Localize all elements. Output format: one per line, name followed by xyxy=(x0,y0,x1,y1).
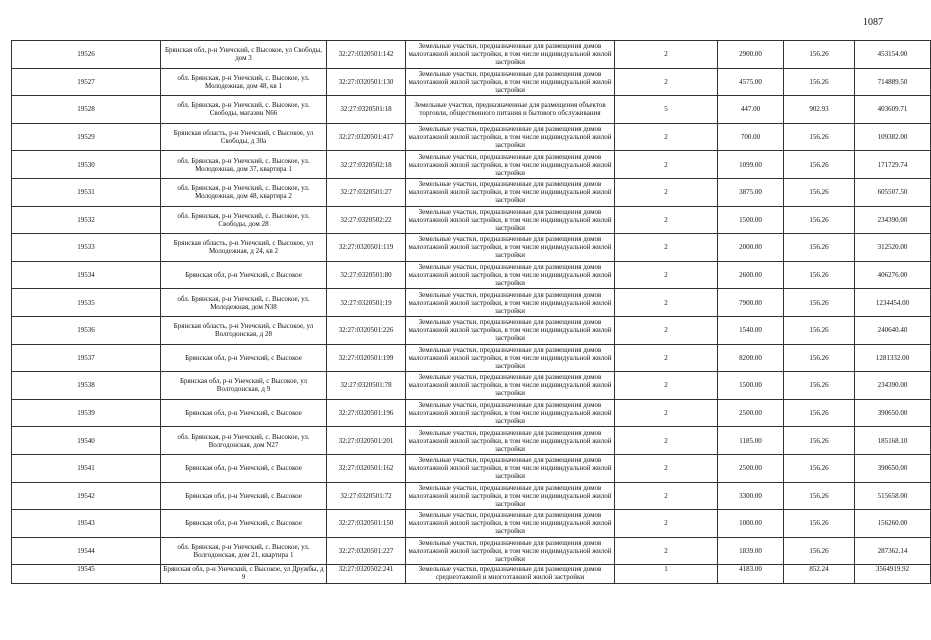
area-cell: 2500.00 xyxy=(718,399,784,427)
address-cell: обл. Брянская, р-н Унечский, с. Высокое, ул. Свободы, дом 28 xyxy=(161,206,327,234)
area-cell: 3875.00 xyxy=(718,178,784,206)
cadastral-number-cell: 32:27:0320501:119 xyxy=(327,234,406,262)
specific-value-cell: 156.26 xyxy=(784,289,855,317)
address-cell: обл. Брянская, р-н Унечский, с. Высокое, ул. Волгодонская, дом N27 xyxy=(161,427,327,455)
row-number-cell: 19540 xyxy=(12,427,161,455)
specific-value-cell: 156.26 xyxy=(784,537,855,565)
row-number-cell: 19527 xyxy=(12,68,161,96)
cadastral-value-cell: 390650.00 xyxy=(855,399,931,427)
specific-value-cell: 156.26 xyxy=(784,372,855,400)
specific-value-cell: 156.26 xyxy=(784,234,855,262)
address-cell: Брянская обл, р-н Унечский, с Высокое xyxy=(161,454,327,482)
cadastral-number-cell: 32:27:0320501:150 xyxy=(327,510,406,538)
area-cell: 447.00 xyxy=(718,96,784,124)
row-number-cell: 19526 xyxy=(12,41,161,69)
address-cell: Брянская обл, р-н Унечский, с Высокое xyxy=(161,399,327,427)
cadastral-number-cell: 32:27:0320501:417 xyxy=(327,123,406,151)
cadastral-value-cell: 406276.00 xyxy=(855,261,931,289)
land-use-cell: Земельные участки, предназначенные для размещения домов малоэтажной жилой застройки, в том числе индивидуальной жилой застройки xyxy=(406,206,615,234)
table-row xyxy=(12,344,931,372)
group-cell: 2 xyxy=(615,178,718,206)
row-number-cell: 19534 xyxy=(12,261,161,289)
specific-value-cell: 156.26 xyxy=(784,261,855,289)
table-row xyxy=(12,372,931,400)
table-row xyxy=(12,316,931,344)
area-cell: 1540.00 xyxy=(718,316,784,344)
group-cell: 2 xyxy=(615,289,718,317)
row-number-cell: 19529 xyxy=(12,123,161,151)
address-cell: обл. Брянская, р-н Унечский, с. Высокое, ул. Молодежная, дом N38 xyxy=(161,289,327,317)
address-cell: обл. Брянская, р-н Унечский, с. Высокое, ул. Волгодонская, дом 21, квартира 1 xyxy=(161,537,327,565)
cadastral-value-cell: 156260.00 xyxy=(855,510,931,538)
specific-value-cell: 156.26 xyxy=(784,454,855,482)
cadastral-number-cell: 32:27:0320501:227 xyxy=(327,537,406,565)
page-number: 1087 xyxy=(863,17,883,28)
cadastral-number-cell: 32:27:0320502:18 xyxy=(327,151,406,179)
cadastral-value-cell: 287362.14 xyxy=(855,537,931,565)
cadastral-number-cell: 32:27:0320502:241 xyxy=(327,565,406,584)
cadastral-number-cell: 32:27:0320501:80 xyxy=(327,261,406,289)
group-cell: 2 xyxy=(615,316,718,344)
row-number-cell: 19537 xyxy=(12,344,161,372)
cadastral-value-cell: 171729.74 xyxy=(855,151,931,179)
area-cell: 4575.00 xyxy=(718,68,784,96)
cadastral-value-cell: 390650.00 xyxy=(855,454,931,482)
land-use-cell: Земельные участки, предназначенные для размещения домов малоэтажной жилой застройки, в том числе индивидуальной жилой застройки xyxy=(406,234,615,262)
area-cell: 1500.00 xyxy=(718,372,784,400)
land-use-cell: Земельные участки, предназначенные для размещения домов малоэтажной жилой застройки, в том числе индивидуальной жилой застройки xyxy=(406,289,615,317)
row-number-cell: 19535 xyxy=(12,289,161,317)
area-cell: 1500.00 xyxy=(718,206,784,234)
address-cell: Брянская обл, р-н Унечский, с Высокое xyxy=(161,344,327,372)
row-number-cell: 19532 xyxy=(12,206,161,234)
specific-value-cell: 156.26 xyxy=(784,123,855,151)
cadastral-number-cell: 32:27:0320501:18 xyxy=(327,96,406,124)
group-cell: 2 xyxy=(615,344,718,372)
group-cell: 2 xyxy=(615,68,718,96)
area-cell: 7900.00 xyxy=(718,289,784,317)
row-number-cell: 19544 xyxy=(12,537,161,565)
land-use-cell: Земельные участки, предназначенные для размещения домов малоэтажной жилой застройки, в том числе индивидуальной жилой застройки xyxy=(406,261,615,289)
cadastral-value-cell: 605507.50 xyxy=(855,178,931,206)
group-cell: 2 xyxy=(615,123,718,151)
cadastral-number-cell: 32:27:0320501:130 xyxy=(327,68,406,96)
land-use-cell: Земельные участки, предназначенные для размещения домов малоэтажной жилой застройки, в том числе индивидуальной жилой застройки xyxy=(406,151,615,179)
address-cell: Брянская обл, р-н Унечский, с Высокое xyxy=(161,510,327,538)
cadastral-value-cell: 515658.00 xyxy=(855,482,931,510)
specific-value-cell: 156.26 xyxy=(784,316,855,344)
row-number-cell: 19542 xyxy=(12,482,161,510)
table-row xyxy=(12,96,931,124)
address-cell: Брянская обл, р-н Унечский, с Высокое xyxy=(161,261,327,289)
area-cell: 2900.00 xyxy=(718,41,784,69)
table-row xyxy=(12,151,931,179)
land-use-cell: Земельные участки, предназначенные для размещения объектов торговли, общественного питания и бытового обслуживания xyxy=(406,96,615,124)
cadastral-number-cell: 32:27:0320501:226 xyxy=(327,316,406,344)
table-row xyxy=(12,41,931,69)
land-use-cell: Земельные участки, предназначенные для размещения домов малоэтажной жилой застройки, в том числе индивидуальной жилой застройки xyxy=(406,482,615,510)
land-use-cell: Земельные участки, предназначенные для размещения домов малоэтажной жилой застройки, в том числе индивидуальной жилой застройки xyxy=(406,123,615,151)
area-cell: 8200.00 xyxy=(718,344,784,372)
group-cell: 2 xyxy=(615,372,718,400)
land-use-cell: Земельные участки, предназначенные для размещения домов малоэтажной жилой застройки, в том числе индивидуальной жилой застройки xyxy=(406,510,615,538)
group-cell: 2 xyxy=(615,399,718,427)
group-cell: 2 xyxy=(615,261,718,289)
cadastral-value-cell: 1281332.00 xyxy=(855,344,931,372)
table-row xyxy=(12,123,931,151)
group-cell: 5 xyxy=(615,96,718,124)
cadastral-value-cell: 109382.00 xyxy=(855,123,931,151)
land-use-cell: Земельные участки, предназначенные для размещения домов малоэтажной жилой застройки, в том числе индивидуальной жилой застройки xyxy=(406,316,615,344)
table-row xyxy=(12,68,931,96)
address-cell: обл. Брянская, р-н Унечский, с. Высокое, ул. Молодежная, дом 48, кв 1 xyxy=(161,68,327,96)
table-row xyxy=(12,178,931,206)
specific-value-cell: 156.26 xyxy=(784,178,855,206)
cadastral-value-cell: 3564919.92 xyxy=(855,565,931,584)
table-row xyxy=(12,261,931,289)
specific-value-cell: 852.24 xyxy=(784,565,855,584)
group-cell: 2 xyxy=(615,537,718,565)
area-cell: 1000.00 xyxy=(718,510,784,538)
group-cell: 2 xyxy=(615,510,718,538)
group-cell: 2 xyxy=(615,482,718,510)
row-number-cell: 19541 xyxy=(12,454,161,482)
group-cell: 1 xyxy=(615,565,718,584)
area-cell: 4183.00 xyxy=(718,565,784,584)
cadastral-value-cell: 403609.71 xyxy=(855,96,931,124)
specific-value-cell: 156.26 xyxy=(784,344,855,372)
row-number-cell: 19536 xyxy=(12,316,161,344)
specific-value-cell: 156.26 xyxy=(784,399,855,427)
group-cell: 2 xyxy=(615,454,718,482)
land-use-cell: Земельные участки, предназначенные для размещения домов малоэтажной жилой застройки, в том числе индивидуальной жилой застройки xyxy=(406,41,615,69)
cadastral-number-cell: 32:27:0320501:72 xyxy=(327,482,406,510)
table-row xyxy=(12,427,931,455)
address-cell: обл. Брянская, р-н Унечский, с. Высокое, ул. Свободы, магазин N66 xyxy=(161,96,327,124)
cadastral-value-cell: 312520.00 xyxy=(855,234,931,262)
specific-value-cell: 156.26 xyxy=(784,482,855,510)
specific-value-cell: 902.93 xyxy=(784,96,855,124)
address-cell: обл. Брянская, р-н Унечский, с. Высокое, ул. Молодежная, дом 37, квартира 1 xyxy=(161,151,327,179)
row-number-cell: 19543 xyxy=(12,510,161,538)
cadastral-number-cell: 32:27:0320501:27 xyxy=(327,178,406,206)
address-cell: Брянская область, р-н Унечский, с Высокое, ул Молодежная, д 24, кв 2 xyxy=(161,234,327,262)
cadastral-value-cell: 453154.00 xyxy=(855,41,931,69)
row-number-cell: 19531 xyxy=(12,178,161,206)
area-cell: 2500.00 xyxy=(718,454,784,482)
table-row xyxy=(12,399,931,427)
group-cell: 2 xyxy=(615,234,718,262)
group-cell: 2 xyxy=(615,427,718,455)
land-use-cell: Земельные участки, предназначенные для размещения домов малоэтажной жилой застройки, в том числе индивидуальной жилой застройки xyxy=(406,178,615,206)
row-number-cell: 19545 xyxy=(12,565,161,584)
cadastral-number-cell: 32:27:0320501:142 xyxy=(327,41,406,69)
area-cell: 2600.00 xyxy=(718,261,784,289)
area-cell: 2000.00 xyxy=(718,234,784,262)
row-number-cell: 19539 xyxy=(12,399,161,427)
group-cell: 2 xyxy=(615,41,718,69)
address-cell: Брянская обл, р-н Унечский, с Высокое xyxy=(161,482,327,510)
cadastral-value-table xyxy=(11,40,931,584)
cadastral-number-cell: 32:27:0320501:78 xyxy=(327,372,406,400)
cadastral-number-cell: 32:27:0320502:22 xyxy=(327,206,406,234)
table-row xyxy=(12,289,931,317)
area-cell: 700.00 xyxy=(718,123,784,151)
specific-value-cell: 156.26 xyxy=(784,68,855,96)
table-row xyxy=(12,510,931,538)
address-cell: Брянская обл, р-н Унечский, с Высокое, ул Дружбы, д 9 xyxy=(161,565,327,584)
cadastral-number-cell: 32:27:0320501:196 xyxy=(327,399,406,427)
table-body xyxy=(12,41,931,584)
land-use-cell: Земельные участки, предназначенные для размещения домов малоэтажной жилой застройки, в том числе индивидуальной жилой застройки xyxy=(406,427,615,455)
specific-value-cell: 156.26 xyxy=(784,41,855,69)
land-use-cell: Земельные участки, предназначенные для размещения домов среднеэтажной и многоэтажной жилой застройки xyxy=(406,565,615,584)
land-use-cell: Земельные участки, предназначенные для размещения домов малоэтажной жилой застройки, в том числе индивидуальной жилой застройки xyxy=(406,344,615,372)
cadastral-value-cell: 185168.10 xyxy=(855,427,931,455)
group-cell: 2 xyxy=(615,206,718,234)
specific-value-cell: 156.26 xyxy=(784,151,855,179)
address-cell: Брянская область, р-н Унечский, с Высокое, ул Волгодонская, д 28 xyxy=(161,316,327,344)
area-cell: 1839.00 xyxy=(718,537,784,565)
cadastral-value-cell: 234390.00 xyxy=(855,372,931,400)
land-use-cell: Земельные участки, предназначенные для размещения домов малоэтажной жилой застройки, в том числе индивидуальной жилой застройки xyxy=(406,372,615,400)
row-number-cell: 19538 xyxy=(12,372,161,400)
specific-value-cell: 156.26 xyxy=(784,427,855,455)
address-cell: Брянская область, р-н Унечский, с Высокое, ул Свободы, д 30а xyxy=(161,123,327,151)
table-row xyxy=(12,234,931,262)
address-cell: Брянская обл, р-н Унечский, с Высокое, ул Волгодонская, д 9 xyxy=(161,372,327,400)
cadastral-value-cell: 234390.00 xyxy=(855,206,931,234)
area-cell: 1185.00 xyxy=(718,427,784,455)
cadastral-value-cell: 1234454.00 xyxy=(855,289,931,317)
cadastral-number-cell: 32:27:0320501:19 xyxy=(327,289,406,317)
specific-value-cell: 156.26 xyxy=(784,206,855,234)
row-number-cell: 19533 xyxy=(12,234,161,262)
area-cell: 1099.00 xyxy=(718,151,784,179)
cadastral-number-cell: 32:27:0320501:199 xyxy=(327,344,406,372)
address-cell: обл. Брянская, р-н Унечский, с. Высокое, ул. Молодежная, дом 48, квартира 2 xyxy=(161,178,327,206)
cadastral-number-cell: 32:27:0320501:162 xyxy=(327,454,406,482)
table-row xyxy=(12,482,931,510)
area-cell: 3300.00 xyxy=(718,482,784,510)
land-use-cell: Земельные участки, предназначенные для размещения домов малоэтажной жилой застройки, в том числе индивидуальной жилой застройки xyxy=(406,537,615,565)
table-row xyxy=(12,565,931,584)
cadastral-number-cell: 32:27:0320501:201 xyxy=(327,427,406,455)
group-cell: 2 xyxy=(615,151,718,179)
table-row xyxy=(12,206,931,234)
row-number-cell: 19530 xyxy=(12,151,161,179)
land-use-cell: Земельные участки, предназначенные для размещения домов малоэтажной жилой застройки, в том числе индивидуальной жилой застройки xyxy=(406,454,615,482)
cadastral-value-cell: 240640.40 xyxy=(855,316,931,344)
land-use-cell: Земельные участки, предназначенные для размещения домов малоэтажной жилой застройки, в том числе индивидуальной жилой застройки xyxy=(406,68,615,96)
specific-value-cell: 156.26 xyxy=(784,510,855,538)
address-cell: Брянская обл, р-н Унечский, с Высокое, ул Свободы, дом 3 xyxy=(161,41,327,69)
row-number-cell: 19528 xyxy=(12,96,161,124)
cadastral-value-cell: 714889.50 xyxy=(855,68,931,96)
table-row xyxy=(12,537,931,565)
land-use-cell: Земельные участки, предназначенные для размещения домов малоэтажной жилой застройки, в том числе индивидуальной жилой застройки xyxy=(406,399,615,427)
table-row xyxy=(12,454,931,482)
